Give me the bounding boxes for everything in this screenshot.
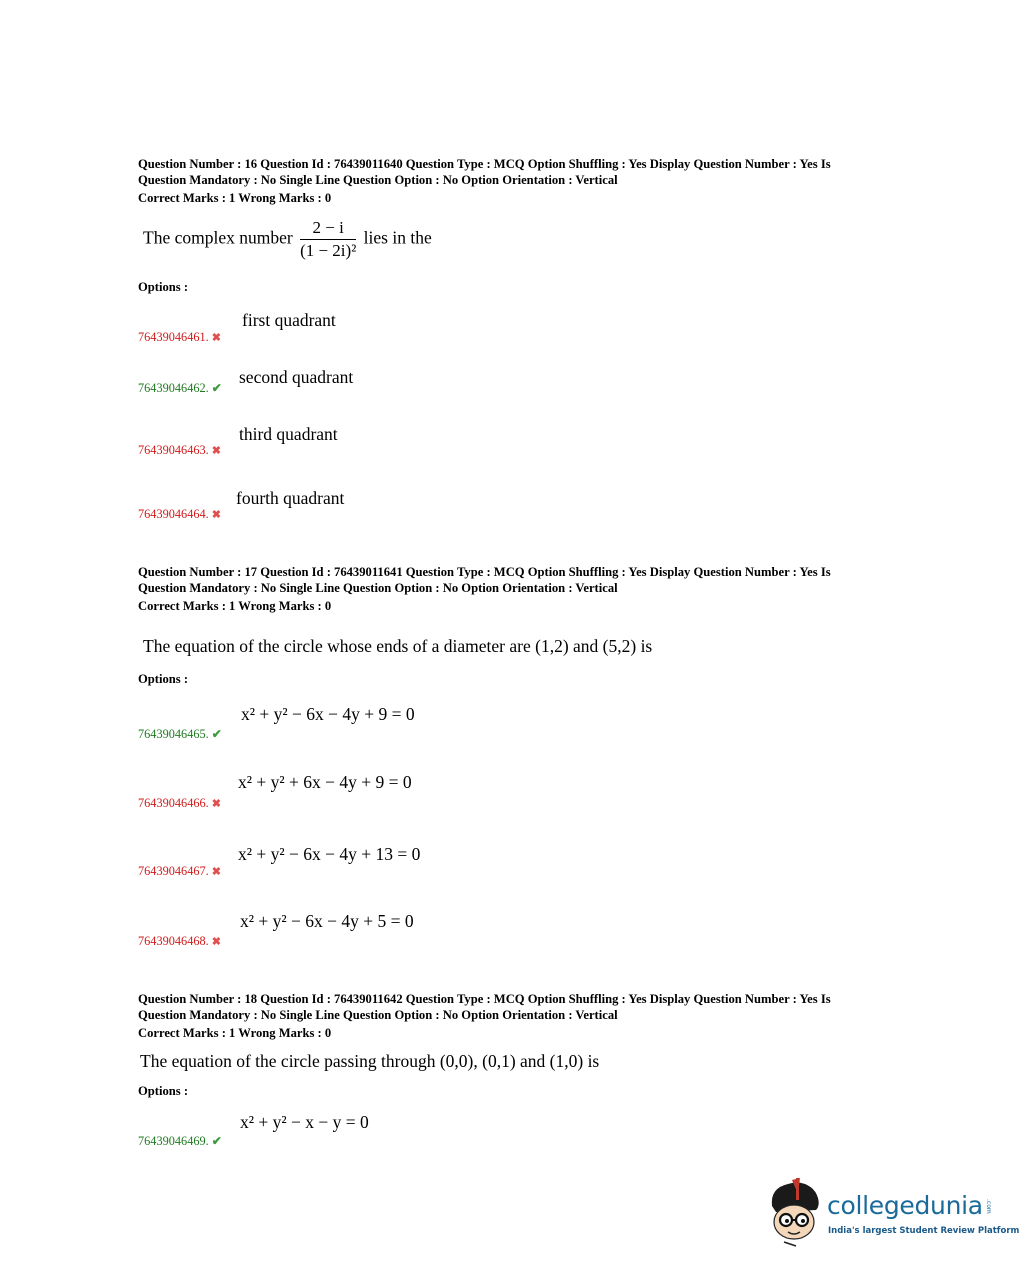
- question-17-meta: Question Number : 17 Question Id : 76439011641 Question Type : MCQ Option Shuffling : Yes Display Question Number : Yes Is Question Mandatory : No Single Line Question Option : No Option Orientation : Vertical Correct Marks : 1 Wrong Marks : 0: [138, 564, 908, 614]
- option-equation: x² + y² + 6x − 4y + 9 = 0: [238, 772, 412, 792]
- question-16-meta: Question Number : 16 Question Id : 76439011640 Question Type : MCQ Option Shuffling : Yes Display Question Number : Yes Is Question Mandatory : No Single Line Question Option : No Option Orientation : Vertical Correct Marks : 1 Wrong Marks : 0: [138, 156, 908, 206]
- fraction: $\frac{2 - i}{\text{(1 − 2i)²}}$: [300, 218, 357, 260]
- options-label: Options :: [138, 672, 189, 686]
- question-17-text: The equation of the circle whose ends of a diameter are (1,2) and (5,2) is: [143, 636, 653, 656]
- cross-icon: ✖: [211, 332, 221, 344]
- brand-name: collegedunia: [827, 1191, 983, 1220]
- options-label: Options :: [138, 280, 189, 294]
- option-id: 76439046469. ✔: [138, 1134, 222, 1148]
- options-label: Options :: [138, 1084, 189, 1098]
- option-id: 76439046461. ✖: [138, 330, 221, 344]
- brand-tagline: India's largest Student Review Platform: [828, 1226, 1020, 1236]
- option-id: 76439046464. ✖: [138, 507, 221, 521]
- option-equation: x² + y² − 6x − 4y + 5 = 0: [240, 911, 414, 931]
- question-18-text: The equation of the circle passing through (0,0), (0,1) and (1,0) is: [140, 1051, 600, 1071]
- question-18-meta: Question Number : 18 Question Id : 76439011642 Question Type : MCQ Option Shuffling : Yes Display Question Number : Yes Is Question Mandatory : No Single Line Question Option : No Option Orientation : Vertical Correct Marks : 1 Wrong Marks : 0: [138, 991, 908, 1041]
- check-icon: ✔: [211, 727, 222, 741]
- option-equation: x² + y² − 6x − 4y + 9 = 0: [241, 704, 415, 724]
- check-icon: ✔: [211, 381, 222, 395]
- option-id: 76439046462. ✔: [138, 381, 222, 395]
- option-text: second quadrant: [239, 367, 354, 387]
- check-icon: ✔: [211, 1134, 222, 1148]
- cross-icon: ✖: [211, 798, 221, 810]
- option-text: fourth quadrant: [236, 488, 345, 508]
- option-id: 76439046465. ✔: [138, 727, 222, 741]
- question-17-marks: Correct Marks : 1 Wrong Marks : 0: [138, 599, 332, 613]
- option-id: 76439046466. ✖: [138, 796, 221, 810]
- question-18-marks: Correct Marks : 1 Wrong Marks : 0: [138, 1026, 332, 1040]
- cross-icon: ✖: [211, 445, 221, 457]
- cross-icon: ✖: [211, 936, 221, 948]
- option-text: third quadrant: [239, 424, 338, 444]
- option-equation: x² + y² − 6x − 4y + 13 = 0: [238, 844, 421, 864]
- option-id: 76439046463. ✖: [138, 443, 221, 457]
- cross-icon: ✖: [211, 866, 221, 878]
- question-16-marks: Correct Marks : 1 Wrong Marks : 0: [138, 191, 332, 205]
- question-16-text: The complex number $\frac{2 - i}{\text{(1 − 2i)²}}$ lies in the: [143, 218, 432, 260]
- option-id: 76439046467. ✖: [138, 864, 221, 878]
- option-id: 76439046468. ✖: [138, 934, 221, 948]
- brand-suffix: .com: [985, 1199, 992, 1214]
- option-text: first quadrant: [242, 310, 336, 330]
- cross-icon: ✖: [211, 509, 221, 521]
- option-equation: x² + y² − x − y = 0: [240, 1112, 369, 1132]
- collegedunia-mascot-icon: [766, 1176, 826, 1250]
